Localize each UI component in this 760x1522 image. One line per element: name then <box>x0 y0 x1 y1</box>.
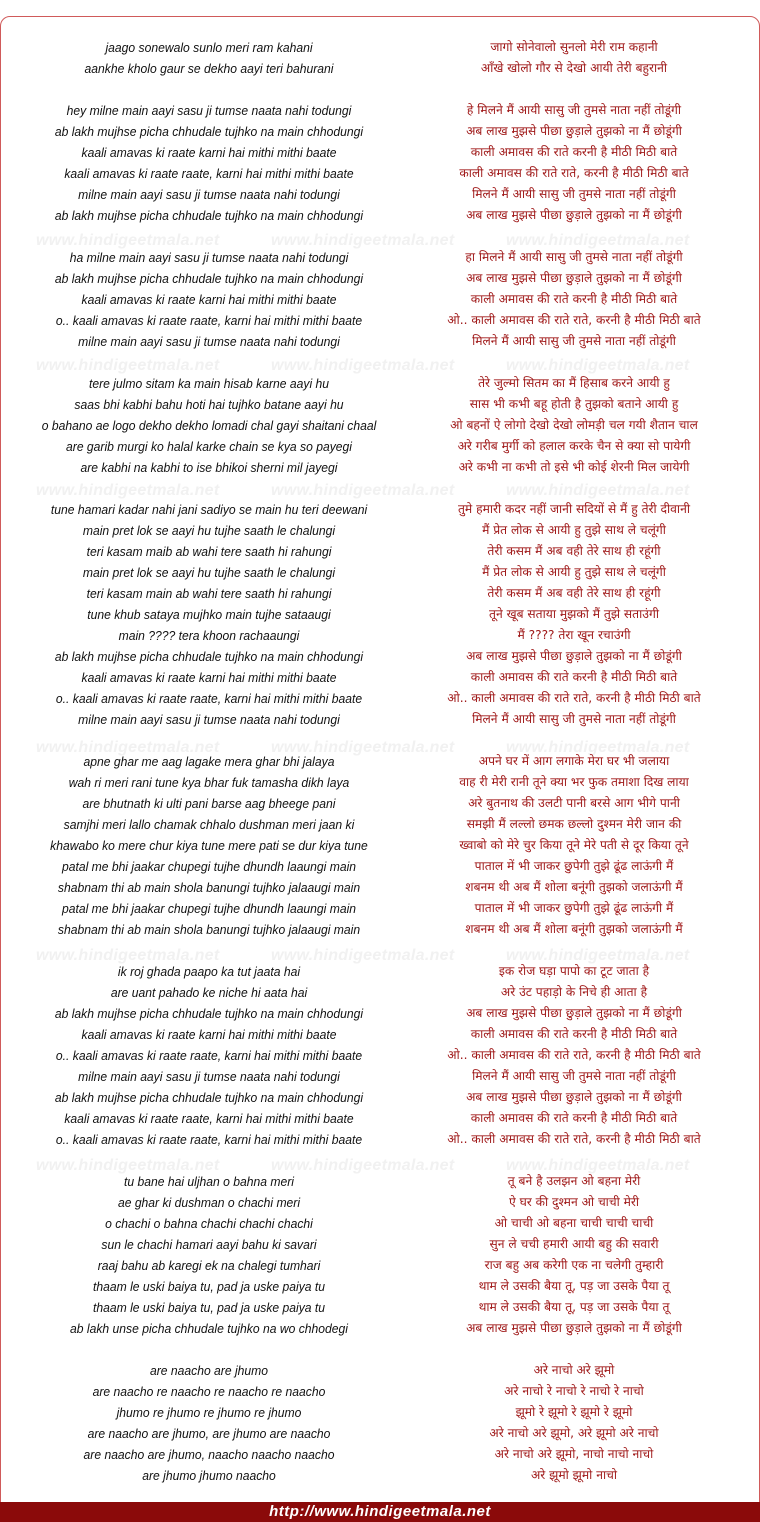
watermark-text: www.hindigeetmala.net <box>506 947 690 964</box>
roman-lyric-line: tere julmo sitam ka main hisab karne aayi hu <box>88 376 330 391</box>
hindi-lyric-line: काली अमावस की राते करनी है मीठी मिठी बाते <box>470 145 678 159</box>
hindi-lyric-line: अरे उंट पहाड़ो के निचे ही आता है <box>500 985 648 999</box>
hindi-lyric-line: अरे कभी ना कभी तो इसे भी कोई शेरनी मिल जायेगी <box>458 460 690 474</box>
roman-lyrics-column <box>21 37 396 1507</box>
watermark-text: www.hindigeetmala.net <box>506 482 690 499</box>
roman-lyric-line: ik roj ghada paapo ka tut jaata hai <box>117 964 301 979</box>
roman-lyric-line: o bahano ae logo dekho dekho lomadi chal gayi shaitani chaal <box>41 418 377 433</box>
hindi-lyric-line: सुन ले चची हमारी आयी बहु की सवारी <box>489 1237 659 1251</box>
hindi-stanza <box>393 751 755 940</box>
hindi-stanza <box>393 247 755 352</box>
hindi-stanza <box>393 373 755 478</box>
hindi-lyric-line: तेरी कसम मैं अब वही तेरे साथ ही रहूंगी <box>487 586 661 600</box>
roman-lyric-line: o.. kaali amavas ki raate raate, karni hai mithi mithi baate <box>55 1048 363 1063</box>
roman-stanza <box>21 499 396 730</box>
roman-lyric-line: patal me bhi jaakar chupegi tujhe dhundh laaungi main <box>61 859 357 874</box>
roman-lyric-line: kaali amavas ki raate raate, karni hai mithi mithi baate <box>64 166 354 181</box>
roman-lyric-line: main ???? tera khoon rachaaungi <box>118 628 300 643</box>
hindi-lyric-line: अब लाख मुझसे पीछा छुड़ाले तुझको ना मैं छोडूंगी <box>466 124 682 138</box>
roman-lyric-line: kaali amavas ki raate karni hai mithi mithi baate <box>81 1027 337 1042</box>
hindi-lyric-line: वाह री मेरी रानी तूने क्या भर फुक तमाशा दिख लाया <box>459 775 689 789</box>
roman-lyric-line: are naacho are jhumo, naacho naacho naacho <box>83 1447 335 1462</box>
hindi-lyric-line: हा मिलने मैं आयी सासु जी तुमसे नाता नहीं तोडूंगी <box>465 250 683 264</box>
hindi-lyric-line: तेरे जुल्मो सितम का मैं हिसाब करने आयी हु <box>478 376 670 390</box>
roman-lyric-line: milne main aayi sasu ji tumse naata nahi todungi <box>78 187 340 202</box>
hindi-lyric-line: अब लाख मुझसे पीछा छुड़ाले तुझको ना मैं छोडूंगी <box>466 1321 682 1335</box>
roman-lyric-line: apne ghar me aag lagake mera ghar bhi jalaya <box>83 754 335 769</box>
roman-stanza <box>21 100 396 226</box>
hindi-lyric-line: ओ बहनों ऐ लोगो देखो देखो लोमड़ी चल गयी शैतान चाल <box>450 418 698 432</box>
hindi-stanza <box>393 961 755 1150</box>
roman-lyric-line: shabnam thi ab main shola banungi tujhko jalaaugi main <box>57 922 361 937</box>
hindi-lyric-line: अरे नाचो रे नाचो रे नाचो रे नाचो <box>504 1384 644 1398</box>
watermark-text: www.hindigeetmala.net <box>271 482 455 499</box>
roman-stanza <box>21 247 396 352</box>
hindi-lyric-line: ओ.. काली अमावस की राते राते, करनी है मीठी मिठी बाते <box>447 313 701 327</box>
roman-lyric-line: tune hamari kadar nahi jani sadiyo se main hu teri deewani <box>50 502 368 517</box>
roman-lyric-line: milne main aayi sasu ji tumse naata nahi todungi <box>78 1069 340 1084</box>
roman-lyric-line: teri kasam main ab wahi tere saath hi rahungi <box>86 586 332 601</box>
watermark-text: www.hindigeetmala.net <box>36 357 220 374</box>
roman-stanza <box>21 373 396 478</box>
watermark-text: www.hindigeetmala.net <box>36 739 220 756</box>
hindi-lyric-line: ओ चाची ओ बहना चाची चाची चाची <box>494 1216 654 1230</box>
roman-lyric-line: main pret lok se aayi hu tujhe saath le chalungi <box>82 565 336 580</box>
roman-lyric-line: are bhutnath ki ulti pani barse aag bheege pani <box>82 796 336 811</box>
hindi-stanza <box>393 499 755 730</box>
roman-lyric-line: main pret lok se aayi hu tujhe saath le chalungi <box>82 523 336 538</box>
hindi-lyric-line: अरे नाचो अरे झूमो, अरे झूमो अरे नाचो <box>489 1426 659 1440</box>
hindi-lyric-line: मैं प्रेत लोक से आयी हु तुझे साथ ले चलूंगी <box>482 565 666 579</box>
hindi-lyric-line: काली अमावस की राते करनी है मीठी मिठी बाते <box>470 292 678 306</box>
roman-lyric-line: raaj bahu ab karegi ek na chalegi tumhari <box>97 1258 321 1273</box>
roman-lyric-line: kaali amavas ki raate karni hai mithi mithi baate <box>81 670 337 685</box>
roman-lyric-line: thaam le uski baiya tu, pad ja uske paiya tu <box>92 1300 326 1315</box>
roman-stanza <box>21 961 396 1150</box>
roman-lyric-line: jaago sonewalo sunlo meri ram kahani <box>105 40 313 55</box>
hindi-lyric-line: इक रोज घड़ा पापो का टूट जाता है <box>498 964 650 978</box>
hindi-lyric-line: पाताल में भी जाकर छुपेगी तुझे ढूंढ लाऊंगी मैं <box>474 901 674 915</box>
roman-lyric-line: ab lakh unse picha chhudale tujhko na wo chhodegi <box>70 1321 348 1336</box>
hindi-lyric-line: अब लाख मुझसे पीछा छुड़ाले तुझको ना मैं छोडूंगी <box>466 271 682 285</box>
watermark-text: www.hindigeetmala.net <box>36 1157 220 1174</box>
roman-stanza <box>21 1360 396 1486</box>
watermark-text: www.hindigeetmala.net <box>506 357 690 374</box>
hindi-lyric-line: अब लाख मुझसे पीछा छुड़ाले तुझको ना मैं छोडूंगी <box>466 649 682 663</box>
roman-lyric-line: patal me bhi jaakar chupegi tujhe dhundh laaungi main <box>61 901 357 916</box>
roman-lyric-line: kaali amavas ki raate karni hai mithi mithi baate <box>81 145 337 160</box>
hindi-lyric-line: जागो सोनेवालो सुनलो मेरी राम कहानी <box>490 40 658 54</box>
watermark-text: www.hindigeetmala.net <box>271 357 455 374</box>
hindi-lyric-line: समझी मैं लल्लो छमक छल्लो दुश्मन मेरी जान की <box>466 817 682 831</box>
hindi-lyrics-column <box>393 37 755 1507</box>
hindi-lyric-line: सास भी कभी बहू होती है तुझको बताने आयी हु <box>469 397 679 411</box>
hindi-lyric-line: काली अमावस की राते करनी है मीठी मिठी बाते <box>470 1027 678 1041</box>
watermark-text: www.hindigeetmala.net <box>271 739 455 756</box>
roman-lyric-line: ab lakh mujhse picha chhudale tujhko na main chhodungi <box>54 1090 364 1105</box>
hindi-lyric-line: शबनम थी अब मैं शोला बनूंगी तुझको जलाऊंगी मैं <box>465 922 683 936</box>
roman-lyric-line: kaali amavas ki raate karni hai mithi mithi baate <box>81 292 337 307</box>
watermark-text: www.hindigeetmala.net <box>506 739 690 756</box>
hindi-lyric-line: तुमे हमारी कदर नहीं जानी सदियों से मैं हु तेरी दीवानी <box>457 502 691 516</box>
hindi-lyric-line: ओ.. काली अमावस की राते राते, करनी है मीठी मिठी बाते <box>447 1132 701 1146</box>
watermark-text: www.hindigeetmala.net <box>36 232 220 249</box>
roman-lyric-line: sun le chachi hamari aayi bahu ki savari <box>101 1237 317 1252</box>
roman-lyric-line: are uant pahado ke niche hi aata hai <box>110 985 308 1000</box>
roman-lyric-line: ha milne main aayi sasu ji tumse naata nahi todungi <box>69 250 349 265</box>
hindi-lyric-line: मिलने मैं आयी सासु जी तुमसे नाता नहीं तोडूंगी <box>472 1069 676 1083</box>
roman-lyric-line: khawabo ko mere chur kiya tune mere pati se dur kiya tune <box>50 838 368 853</box>
roman-lyric-line: jhumo re jhumo re jhumo re jhumo <box>116 1405 302 1420</box>
roman-stanza <box>21 37 396 79</box>
hindi-lyric-line: आँखे खोलो गौर से देखो आयी तेरी बहुरानी <box>480 61 668 75</box>
hindi-lyric-line: थाम ले उसकी बैया तू, पड़ जा उसके पैया तू <box>478 1279 670 1293</box>
roman-lyric-line: ab lakh mujhse picha chhudale tujhko na main chhodungi <box>54 649 364 664</box>
hindi-lyric-line: अब लाख मुझसे पीछा छुड़ाले तुझको ना मैं छोडूंगी <box>466 208 682 222</box>
roman-lyric-line: are jhumo jhumo naacho <box>142 1468 276 1483</box>
roman-lyric-line: o.. kaali amavas ki raate raate, karni hai mithi mithi baate <box>55 691 363 706</box>
roman-lyric-line: ae ghar ki dushman o chachi meri <box>117 1195 301 1210</box>
watermark-text: www.hindigeetmala.net <box>506 1157 690 1174</box>
hindi-lyric-line: शबनम थी अब मैं शोला बनूंगी तुझको जलाऊंगी मैं <box>465 880 683 894</box>
roman-lyric-line: tu bane hai uljhan o bahna meri <box>124 1174 294 1189</box>
hindi-lyric-line: अरे नाचो अरे झूमो, नाचो नाचो नाचो <box>494 1447 654 1461</box>
roman-lyric-line: o.. kaali amavas ki raate raate, karni hai mithi mithi baate <box>55 1132 363 1147</box>
hindi-lyric-line: तू बने है उलझन ओ बहना मेरी <box>507 1174 641 1188</box>
watermark-text: www.hindigeetmala.net <box>271 1157 455 1174</box>
hindi-lyric-line: ख्वाबो को मेरे चुर किया तूने मेरे पती से दूर किया तूने <box>459 838 689 852</box>
roman-lyric-line: ab lakh mujhse picha chhudale tujhko na main chhodungi <box>54 124 364 139</box>
hindi-lyric-line: मिलने मैं आयी सासु जी तुमसे नाता नहीं तोडूंगी <box>472 334 676 348</box>
roman-lyric-line: ab lakh mujhse picha chhudale tujhko na main chhodungi <box>54 271 364 286</box>
hindi-lyric-line: ऐ घर की दुश्मन ओ चाची मेरी <box>508 1195 640 1209</box>
hindi-lyric-line: काली अमावस की राते राते, करनी है मीठी मिठी बाते <box>459 166 689 180</box>
roman-lyric-line: teri kasam maib ab wahi tere saath hi rahungi <box>86 544 332 559</box>
roman-lyric-line: are naacho are jhumo, are jhumo are naacho <box>87 1426 331 1441</box>
hindi-lyric-line: अब लाख मुझसे पीछा छुड़ाले तुझको ना मैं छोडूंगी <box>466 1006 682 1020</box>
roman-lyric-line: hey milne main aayi sasu ji tumse naata nahi todungi <box>66 103 352 118</box>
hindi-stanza <box>393 100 755 226</box>
hindi-lyric-line: मिलने मैं आयी सासु जी तुमसे नाता नहीं तोडूंगी <box>472 187 676 201</box>
roman-lyric-line: ab lakh mujhse picha chhudale tujhko na main chhodungi <box>54 208 364 223</box>
watermark-text: www.hindigeetmala.net <box>271 947 455 964</box>
watermark-text: www.hindigeetmala.net <box>36 947 220 964</box>
roman-stanza <box>21 1171 396 1339</box>
site-footer[interactable] <box>0 1502 760 1522</box>
roman-lyric-line: milne main aayi sasu ji tumse naata nahi todungi <box>78 712 340 727</box>
hindi-lyric-line: अब लाख मुझसे पीछा छुड़ाले तुझको ना मैं छोडूंगी <box>466 1090 682 1104</box>
roman-lyric-line: are garib murgi ko halal karke chain se kya so payegi <box>66 439 352 454</box>
hindi-lyric-line: अरे बुतनाथ की उलटी पानी बरसे आग भीगे पानी <box>468 796 680 810</box>
footer-url-link[interactable]: http://www.hindigeetmala.net <box>269 1503 491 1520</box>
roman-lyric-line: tune khub sataya mujhko main tujhe sataaugi <box>87 607 331 622</box>
watermark-text: www.hindigeetmala.net <box>271 232 455 249</box>
roman-lyric-line: are naacho re naacho re naacho re naacho <box>92 1384 326 1399</box>
roman-stanza <box>21 751 396 940</box>
roman-lyric-line: are kabhi na kabhi to ise bhikoi sherni mil jayegi <box>80 460 338 475</box>
hindi-lyric-line: अरे गरीब मुर्गी को हलाल करके चैन से क्या सो पायेगी <box>457 439 691 453</box>
roman-lyric-line: kaali amavas ki raate raate, karni hai mithi mithi baate <box>64 1111 354 1126</box>
hindi-lyric-line: हे मिलने मैं आयी सासु जी तुमसे नाता नहीं तोडूंगी <box>466 103 682 117</box>
roman-lyric-line: wah ri meri rani tune kya bhar fuk tamasha dikh laya <box>68 775 350 790</box>
roman-lyric-line: milne main aayi sasu ji tumse naata nahi todungi <box>78 334 340 349</box>
hindi-lyric-line: मैं प्रेत लोक से आयी हु तुझे साथ ले चलूंगी <box>482 523 666 537</box>
hindi-stanza <box>393 1360 755 1486</box>
hindi-lyric-line: तेरी कसम मैं अब वही तेरे साथ ही रहूंगी <box>487 544 661 558</box>
watermark-text: www.hindigeetmala.net <box>36 482 220 499</box>
hindi-lyric-line: मैं ???? तेरा खून रचाउंगी <box>517 628 631 642</box>
hindi-lyric-line: ओ.. काली अमावस की राते राते, करनी है मीठी मिठी बाते <box>447 691 701 705</box>
hindi-lyric-line: अरे झूमो झूमो नाचो <box>530 1468 618 1482</box>
roman-lyric-line: saas bhi kabhi bahu hoti hai tujhko batane aayi hu <box>74 397 344 412</box>
hindi-lyric-line: अरे नाचो अरे झूमो <box>533 1363 615 1377</box>
roman-lyric-line: ab lakh mujhse picha chhudale tujhko na main chhodungi <box>54 1006 364 1021</box>
roman-lyric-line: o chachi o bahna chachi chachi chachi <box>105 1216 313 1231</box>
hindi-lyric-line: राज बहु अब करेगी एक ना चलेगी तुम्हारी <box>484 1258 664 1272</box>
hindi-lyric-line: तूने खूब सताया मुझको मैं तुझे सताउंगी <box>489 607 659 621</box>
hindi-stanza <box>393 1171 755 1339</box>
roman-lyric-line: aankhe kholo gaur se dekho aayi teri bahurani <box>84 61 334 76</box>
roman-lyric-line: o.. kaali amavas ki raate raate, karni hai mithi mithi baate <box>55 313 363 328</box>
hindi-lyric-line: काली अमावस की राते करनी है मीठी मिठी बाते <box>470 1111 678 1125</box>
roman-lyric-line: samjhi meri lallo chamak chhalo dushman meri jaan ki <box>63 817 355 832</box>
hindi-stanza <box>393 37 755 79</box>
hindi-lyric-line: अपने घर में आग लगाके मेरा घर भी जलाया <box>478 754 670 768</box>
hindi-lyric-line: काली अमावस की राते करनी है मीठी मिठी बाते <box>470 670 678 684</box>
roman-lyric-line: are naacho are jhumo <box>149 1363 269 1378</box>
watermark-text: www.hindigeetmala.net <box>506 232 690 249</box>
hindi-lyric-line: थाम ले उसकी बैया तू, पड़ जा उसके पैया तू <box>478 1300 670 1314</box>
hindi-lyric-line: ओ.. काली अमावस की राते राते, करनी है मीठी मिठी बाते <box>447 1048 701 1062</box>
lyrics-panel <box>0 16 760 1522</box>
roman-lyric-line: thaam le uski baiya tu, pad ja uske paiya tu <box>92 1279 326 1294</box>
hindi-lyric-line: मिलने मैं आयी सासु जी तुमसे नाता नहीं तोडूंगी <box>472 712 676 726</box>
hindi-lyric-line: पाताल में भी जाकर छुपेगी तुझे ढूंढ लाऊंगी मैं <box>474 859 674 873</box>
roman-lyric-line: shabnam thi ab main shola banungi tujhko jalaaugi main <box>57 880 361 895</box>
hindi-lyric-line: झूमो रे झूमो रे झूमो रे झूमो <box>515 1405 633 1419</box>
